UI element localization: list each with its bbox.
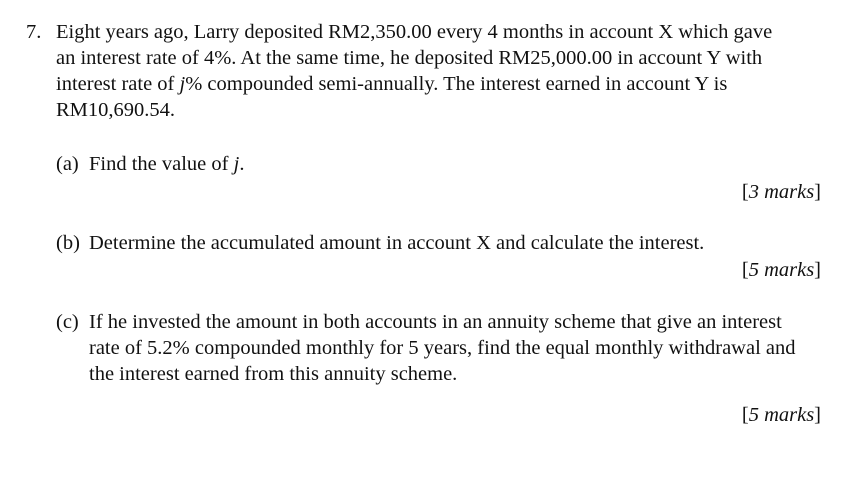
stem-line: interest rate of j% compounded semi-annually. The interest earned in account Y is — [56, 73, 728, 95]
question-number: 7. — [26, 21, 42, 43]
part-c-line: the interest earned from this annuity scheme. — [89, 363, 458, 385]
part-c-marks: [5 marks] — [741, 404, 821, 426]
part-c-label: (c) — [56, 311, 79, 333]
question-stem — [56, 19, 836, 123]
part-c-marks-value: 5 marks — [748, 404, 815, 426]
part-a-line: Find the value of j. — [89, 153, 245, 175]
variable-j: j — [179, 73, 186, 95]
stem-line: an interest rate of 4%. At the same time, he deposited RM25,000.00 in account Y with — [56, 47, 763, 69]
stem-line: RM10,690.54. — [56, 99, 176, 121]
part-b-marks-value: 5 marks — [748, 259, 815, 281]
part-b-line: Determine the accumulated amount in account X and calculate the interest. — [89, 232, 705, 254]
part-a-marks-value: 3 marks — [748, 181, 815, 203]
part-b-label: (b) — [56, 232, 80, 254]
variable-j: j — [233, 153, 240, 175]
part-c-line: rate of 5.2% compounded monthly for 5 years, find the equal monthly withdrawal and — [89, 337, 796, 359]
part-a-label: (a) — [56, 153, 79, 175]
part-a-text — [89, 151, 839, 177]
part-c-text — [89, 309, 839, 387]
part-b-marks: [5 marks] — [741, 259, 821, 281]
part-a-marks: [3 marks] — [741, 181, 821, 203]
stem-line: Eight years ago, Larry deposited RM2,350.00 every 4 months in account X which gave — [56, 21, 773, 43]
part-c-line: If he invested the amount in both accounts in an annuity scheme that give an interest — [89, 311, 782, 333]
part-b-text — [89, 230, 839, 256]
